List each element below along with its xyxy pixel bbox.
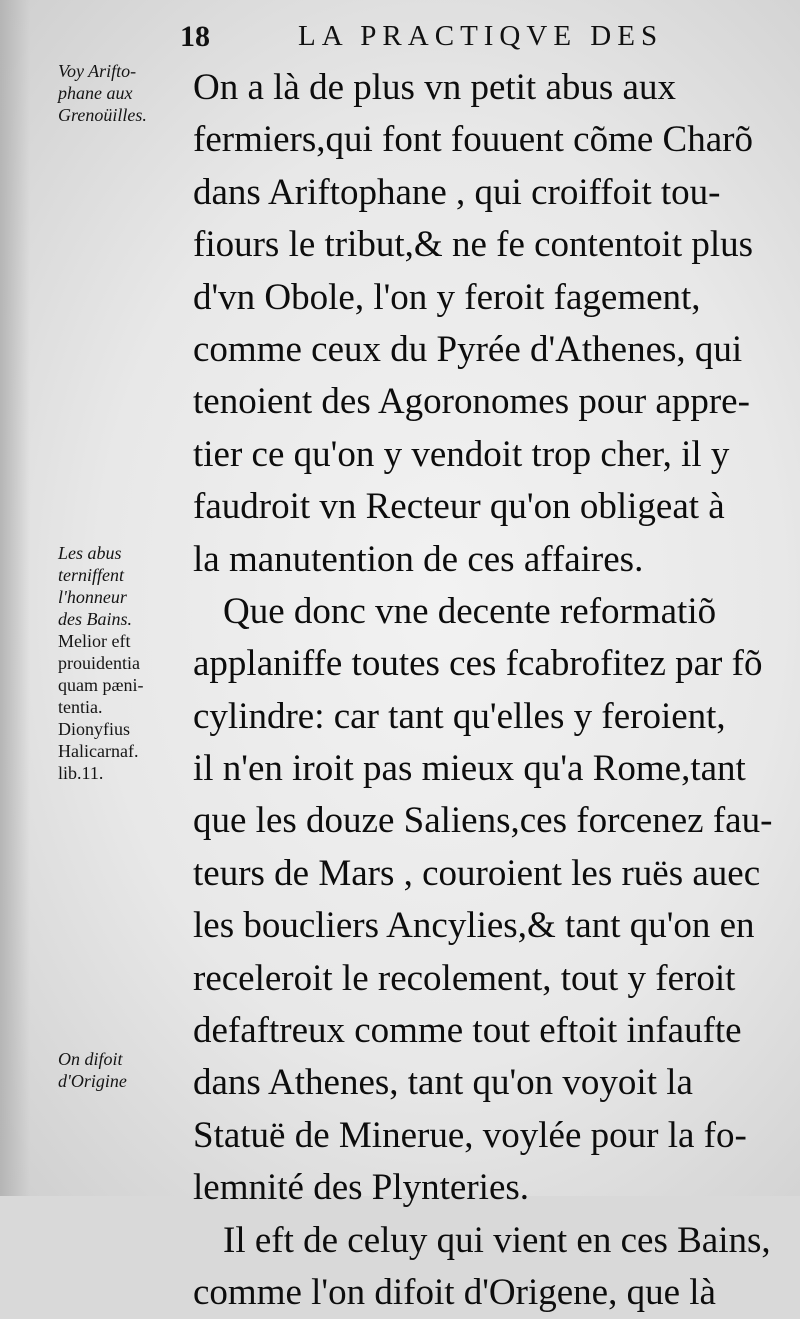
text-line: Il eft de celuy qui vient en ces Bains, — [223, 1219, 771, 1261]
text-line: tenoient des Agoronomes pour appre- — [193, 381, 750, 423]
text-line: Statuë de Mineruе, voylée pour la fo- — [193, 1114, 747, 1156]
margin-note-line: l'honneur — [58, 587, 127, 607]
page-header — [0, 20, 800, 60]
text-line: On a là de plus vn petit abus aux — [193, 67, 676, 108]
margin-note-line: des Bains. — [58, 609, 132, 629]
margin-note-origine — [58, 1048, 183, 1092]
margin-note-line: tentia. — [58, 697, 103, 717]
text-line: tier ce qu'on y vendoit trop cher, il y — [193, 433, 730, 475]
margin-note-line: On difoit — [58, 1049, 123, 1069]
text-line: cylindre: car tant qu'elles y feroient, — [193, 695, 726, 737]
running-head: LA PRACTIQVE DES — [298, 20, 664, 52]
text-line: Que donc vne decente reformatiõ — [223, 590, 717, 632]
margin-note-line: Dionyfius — [58, 719, 130, 739]
margin-note-line: phane aux — [58, 83, 133, 103]
text-line: la manutention de ces affaires. — [193, 538, 644, 580]
text-line: faudroit vn Recteur qu'on obligeat à — [193, 486, 725, 528]
margin-note-line: Grenoüilles. — [58, 105, 147, 125]
text-line: receleroit le recolement, tout y feroit — [193, 957, 736, 999]
text-line: comme ceux du Pyrée d'Athenes, qui — [193, 328, 743, 370]
text-line: lemnité des Plynteries. — [193, 1167, 530, 1209]
text-line: dans Athenes, tant qu'on voyoit la — [193, 1062, 693, 1104]
margin-note-line: Halicarnaf. — [58, 741, 139, 761]
text-line: que les douze Saliens,ces forcenez fau- — [193, 800, 773, 842]
text-line: comme l'on difoit d'Origene, que là — [193, 1271, 716, 1313]
text-line: il n'en iroit pas mieux qu'a Rome,tant — [193, 748, 746, 790]
margin-note-line: terniffent — [58, 565, 124, 585]
text-line: dans Ariftophane , qui croiffoit tou- — [193, 171, 721, 213]
margin-note-line: prouidentia — [58, 653, 140, 673]
text-line: fiours le tribut,& ne fe contentoit plus — [193, 224, 754, 266]
margin-note-line: Les abus — [58, 543, 122, 563]
margin-note-line: lib.11. — [58, 763, 104, 783]
margin-note-aristophane — [58, 60, 183, 126]
text-line: d'vn Obole, l'on y feroit fagement, — [193, 276, 701, 318]
page-number: 18 — [180, 20, 210, 53]
text-line: applaniffe toutes ces fcabrofitez par fõ — [193, 643, 763, 685]
text-line: fermiers,qui font fouuent cõme Charõ — [193, 119, 753, 161]
text-line: les boucliers Ancylies,& tant qu'on en — [193, 905, 755, 947]
margin-note-line: quam pæni- — [58, 675, 144, 695]
margin-note-line: Melior eft — [58, 631, 131, 651]
margin-note-line: Voy Arifto- — [58, 61, 137, 81]
text-line: teurs de Mars , couroient les ruës auec — [193, 852, 761, 894]
main-text — [193, 62, 783, 1319]
text-line: defaftreux comme tout eftoit infaufte — [193, 1010, 742, 1052]
gutter-shadow — [0, 0, 30, 1196]
margin-note-abus — [58, 542, 183, 784]
margin-note-line: d'Origine — [58, 1071, 127, 1091]
